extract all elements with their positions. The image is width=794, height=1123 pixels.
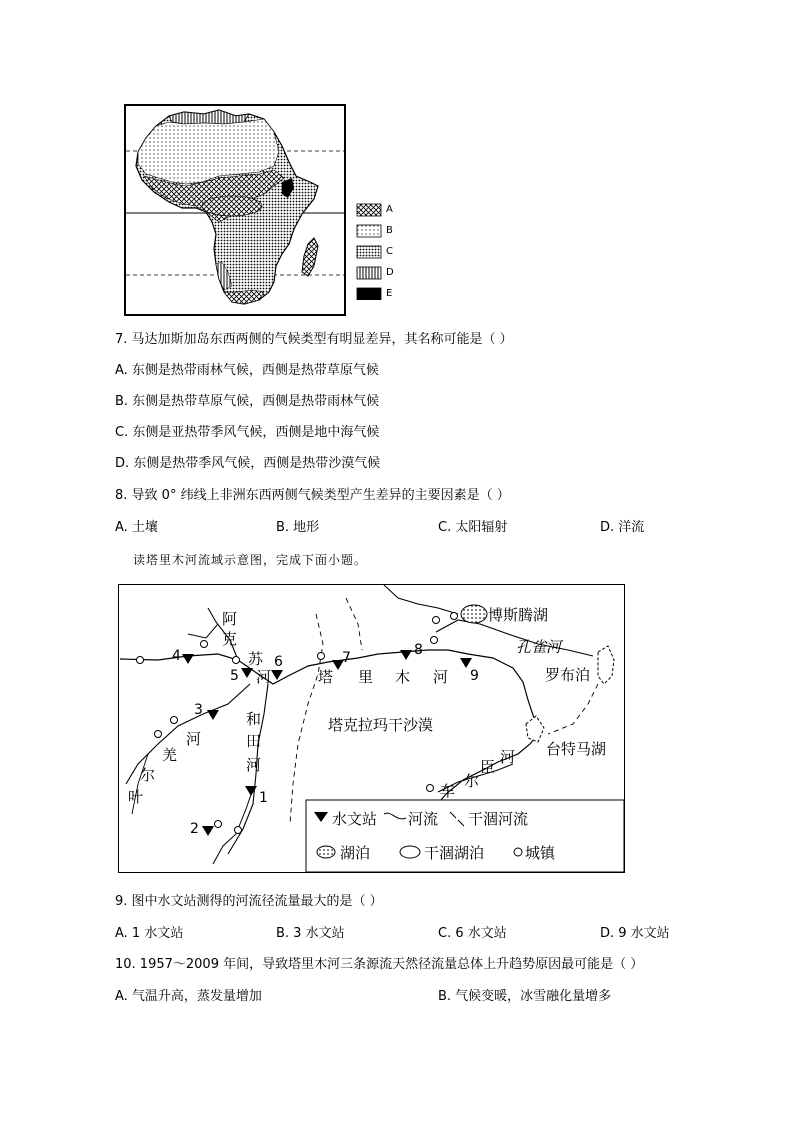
question-8-option-a[interactable]: A. 土壤 bbox=[115, 520, 158, 535]
question-8-option-b[interactable]: B. 地形 bbox=[276, 520, 320, 535]
town-marker bbox=[235, 827, 242, 834]
cherchen-label-char-4: 河 bbox=[500, 748, 516, 766]
yarkand-label-char-2: 尔 bbox=[140, 766, 156, 784]
taklimakan-desert-label: 塔克拉玛干沙漠 bbox=[328, 716, 434, 734]
question-9-option-c[interactable]: C. 6 水文站 bbox=[438, 926, 507, 941]
legend-label-a: A bbox=[386, 204, 393, 215]
station-4-label: 4 bbox=[172, 648, 181, 664]
yarkand-label-char-4: 河 bbox=[186, 730, 202, 748]
hotan-label-char-3: 河 bbox=[246, 756, 262, 774]
legend-label-b: B bbox=[386, 225, 393, 236]
question-8-stem: 8. 导致 0° 纬线上非洲东西两侧气候类型产生差异的主要因素是（ ） bbox=[115, 488, 510, 503]
aksu-label-char-4: 河 bbox=[256, 668, 272, 686]
tarim-legend bbox=[306, 800, 624, 872]
town-marker bbox=[233, 657, 240, 664]
cherchen-label-char-3: 臣 bbox=[480, 758, 496, 776]
section-intro: 读塔里木河流域示意图，完成下面小题。 bbox=[133, 553, 368, 567]
town-marker bbox=[433, 617, 440, 624]
hotan-label-char-1: 和 bbox=[246, 710, 262, 728]
aksu-label-char-1: 阿 bbox=[222, 610, 238, 628]
tarim-map-graphic bbox=[118, 584, 626, 874]
question-7-option-a[interactable]: A. 东侧是热带雨林气候，西侧是热带草原气候 bbox=[115, 363, 379, 378]
congo-rainforest-zone bbox=[202, 196, 262, 216]
tarim-label-char-1: 塔 bbox=[318, 668, 334, 686]
bosten-lake-label: 博斯腾湖 bbox=[488, 606, 549, 624]
hotan-label-char-2: 田 bbox=[246, 732, 262, 750]
question-10-option-b[interactable]: B. 气候变暖，冰雪融化量增多 bbox=[438, 989, 612, 1004]
africa-climate-map bbox=[124, 104, 346, 316]
aksu-label-char-2: 克 bbox=[222, 630, 238, 648]
station-2-label: 2 bbox=[190, 821, 199, 837]
africa-legend bbox=[356, 200, 406, 300]
question-8-option-d[interactable]: D. 洋流 bbox=[600, 520, 645, 535]
town-marker bbox=[318, 653, 325, 660]
taitema-lake-label: 台特马湖 bbox=[546, 740, 607, 758]
yarkand-label-char-1: 叶 bbox=[128, 788, 144, 806]
question-10-option-a[interactable]: A. 气温升高，蒸发量增加 bbox=[115, 989, 262, 1004]
question-9-option-b[interactable]: B. 3 水文站 bbox=[276, 926, 345, 941]
bosten-lake bbox=[461, 605, 487, 623]
lop-nur-label: 罗布泊 bbox=[545, 666, 591, 684]
legend-swatch-a bbox=[357, 204, 381, 216]
station-8-label: 8 bbox=[414, 642, 423, 658]
tarim-label-char-3: 木 bbox=[395, 668, 411, 686]
legend-dry-lake-label: 干涸湖泊 bbox=[424, 844, 485, 862]
town-marker bbox=[451, 613, 458, 620]
question-7-option-b[interactable]: B. 东侧是热带草原气候，西侧是热带雨林气候 bbox=[115, 394, 380, 409]
town-marker bbox=[137, 657, 144, 664]
station-7-label: 7 bbox=[342, 650, 351, 666]
question-10-stem: 10. 1957～2009 年间，导致塔里木河三条源流天然径流量总体上升趋势原因最可能是（ ） bbox=[115, 957, 644, 972]
town-marker bbox=[215, 821, 222, 828]
cherchen-label-char-1: 车 bbox=[440, 782, 456, 800]
legend-river-label: 河流 bbox=[408, 810, 439, 828]
town-marker bbox=[431, 637, 438, 644]
legend-lake-icon bbox=[317, 846, 335, 858]
question-7-option-d[interactable]: D. 东侧是热带季风气候，西侧是热带沙漠气候 bbox=[115, 456, 381, 471]
legend-station-label: 水文站 bbox=[332, 810, 378, 828]
legend-label-e: E bbox=[386, 288, 393, 299]
kongque-river-label: 孔雀河 bbox=[516, 638, 562, 656]
town-marker bbox=[171, 717, 178, 724]
legend-dry-river-label: 干涸河流 bbox=[468, 810, 529, 828]
legend-swatch-e bbox=[357, 288, 381, 300]
tarim-label-char-4: 河 bbox=[433, 668, 449, 686]
tarim-label-char-2: 里 bbox=[358, 668, 374, 686]
station-9-label: 9 bbox=[470, 668, 479, 684]
yarkand-label-char-3: 羌 bbox=[162, 746, 178, 764]
station-1-label: 1 bbox=[259, 790, 268, 806]
question-9-stem: 9. 图中水文站测得的河流径流量最大的是（ ） bbox=[115, 894, 383, 909]
cherchen-label-char-2: 尔 bbox=[464, 772, 480, 790]
question-7-stem: 7. 马达加斯加岛东西两侧的气候类型有明显差异，其名称可能是（ ） bbox=[115, 332, 513, 347]
legend-label-d: D bbox=[386, 267, 394, 278]
legend-label-c: C bbox=[386, 246, 393, 257]
aksu-label-char-3: 苏 bbox=[248, 650, 264, 668]
station-3-label: 3 bbox=[194, 702, 203, 718]
legend-swatch-c bbox=[357, 246, 381, 258]
legend-swatch-d bbox=[357, 267, 381, 279]
africa-map-graphic bbox=[124, 104, 346, 316]
legend-town-label: 城镇 bbox=[525, 844, 556, 862]
tarim-river-map bbox=[118, 584, 626, 874]
question-9-option-d[interactable]: D. 9 水文站 bbox=[600, 926, 670, 941]
legend-dry-lake-icon bbox=[400, 846, 420, 858]
question-8-option-c[interactable]: C. 太阳辐射 bbox=[438, 520, 508, 535]
legend-lake-label: 湖泊 bbox=[340, 844, 371, 862]
legend-town-icon bbox=[514, 848, 522, 856]
question-9-option-a[interactable]: A. 1 水文站 bbox=[115, 926, 184, 941]
town-marker bbox=[201, 641, 208, 648]
question-7-option-c[interactable]: C. 东侧是亚热带季风气候，西侧是地中海气候 bbox=[115, 425, 380, 440]
legend-swatch-b bbox=[357, 225, 381, 237]
town-marker bbox=[427, 785, 434, 792]
station-5-label: 5 bbox=[230, 668, 239, 684]
station-6-label: 6 bbox=[274, 654, 283, 670]
town-marker bbox=[155, 731, 162, 738]
